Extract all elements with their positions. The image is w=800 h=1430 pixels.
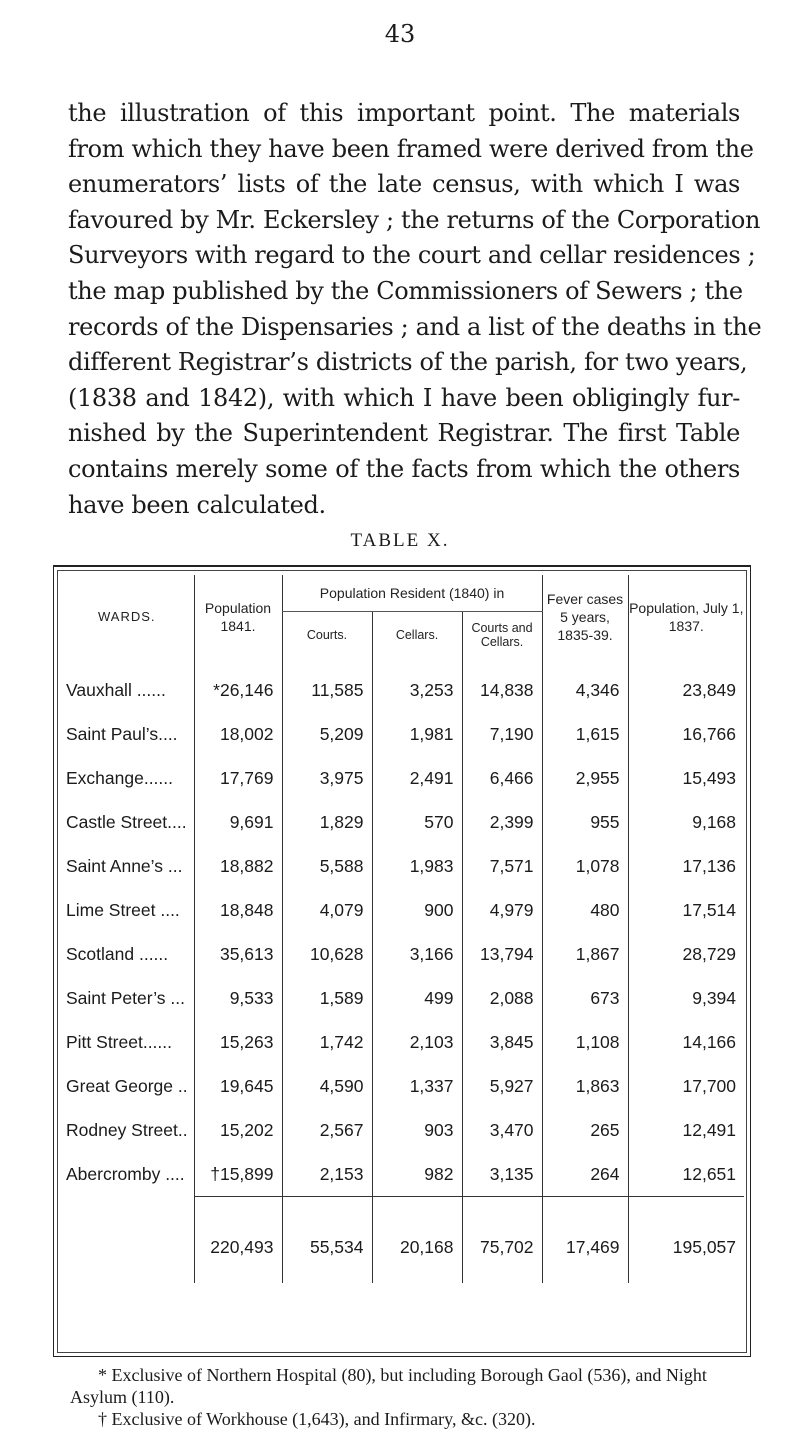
body-paragraph <box>68 96 762 523</box>
cell-pop1837: 12,491 <box>628 1108 744 1152</box>
cell-both: 13,794 <box>462 932 542 976</box>
paragraph-line: Surveyors with regard to the court and cellar residences ; <box>68 241 756 270</box>
table-row <box>60 976 744 1020</box>
ward-name: Saint Peter’s ... <box>66 987 185 1008</box>
table-title: TABLE X. <box>350 530 450 551</box>
cell-cellars: 1,981 <box>372 712 462 756</box>
cell-courts: 1,829 <box>282 800 372 844</box>
ward-name: Exchange...... <box>66 767 174 788</box>
table-row <box>60 1108 744 1152</box>
cell-courts: 5,209 <box>282 712 372 756</box>
cell-courts: 2,153 <box>282 1152 372 1197</box>
cell-courts: 3,975 <box>282 756 372 800</box>
cell-cellars: 903 <box>372 1108 462 1152</box>
cell-pop1841: 18,002 <box>194 712 282 756</box>
cell-pop1841: 9,533 <box>194 976 282 1020</box>
cell-cellars: 570 <box>372 800 462 844</box>
cell-cellars: 2,103 <box>372 1020 462 1064</box>
table-row <box>60 658 744 712</box>
cell-both: 14,838 <box>462 658 542 712</box>
cell-cellars: 1,983 <box>372 844 462 888</box>
header-wards: WARDS. <box>97 608 156 624</box>
paragraph-line: different Registrar’s districts of the parish, for two years, <box>68 348 748 377</box>
header-courts-and-cellars: Courts and Cellars. <box>462 612 542 659</box>
cell-pop1837: 9,394 <box>628 976 744 1020</box>
totals-label-cell <box>60 1197 194 1284</box>
cell-cellars: 2,491 <box>372 756 462 800</box>
cell-pop1841: 19,645 <box>194 1064 282 1108</box>
cell-courts: 4,590 <box>282 1064 372 1108</box>
total-fever: 17,469 <box>542 1197 628 1284</box>
cell-cellars: 3,166 <box>372 932 462 976</box>
cell-pop1837: 16,766 <box>628 712 744 756</box>
total-pop1841: 220,493 <box>194 1197 282 1284</box>
header-courts: Courts. <box>282 612 372 659</box>
ward-name: Pitt Street...... <box>66 1031 173 1052</box>
cell-pop1837: 23,849 <box>628 658 744 712</box>
table-row <box>60 712 744 756</box>
cell-fever: 265 <box>542 1108 628 1152</box>
paragraph-line: enumerators’ lists of the late census, with which I was <box>68 170 740 199</box>
cell-fever: 480 <box>542 888 628 932</box>
header-population-1837: Population, July 1, 1837. <box>628 575 744 658</box>
paragraph-line: the map published by the Commissioners of Sewers ; the <box>68 276 743 305</box>
cell-pop1841: 17,769 <box>194 756 282 800</box>
ward-name: Lime Street .... <box>66 899 180 920</box>
table-body <box>60 658 744 1283</box>
ward-name: Great George .. <box>66 1075 188 1096</box>
ward-name: Saint Anne’s ... <box>66 855 183 876</box>
ward-name: Abercromby .... <box>66 1163 185 1184</box>
cell-pop1841: 9,691 <box>194 800 282 844</box>
table-row <box>60 756 744 800</box>
header-population-resident: Population Resident (1840) in <box>282 575 542 612</box>
cell-pop1841: †15,899 <box>194 1152 282 1197</box>
paragraph-line: favoured by Mr. Eckersley ; the returns of the Corporation <box>68 205 761 234</box>
cell-pop1837: 14,166 <box>628 1020 744 1064</box>
cell-fever: 1,867 <box>542 932 628 976</box>
cell-cellars: 1,337 <box>372 1064 462 1108</box>
total-pop1837: 195,057 <box>628 1197 744 1284</box>
cell-pop1837: 17,514 <box>628 888 744 932</box>
paragraph-line: from which they have been framed were derived from the <box>68 134 754 163</box>
cell-cellars: 499 <box>372 976 462 1020</box>
cell-pop1837: 15,493 <box>628 756 744 800</box>
cell-both: 2,088 <box>462 976 542 1020</box>
cell-pop1841: 15,202 <box>194 1108 282 1152</box>
paragraph-line: have been calculated. <box>68 490 326 519</box>
paragraph-line: nished by the Superintendent Registrar. The first Table <box>68 419 740 448</box>
table-row <box>60 888 744 932</box>
ward-name: Rodney Street.. <box>66 1119 188 1140</box>
table-row <box>60 932 744 976</box>
ward-name: Vauxhall ...... <box>66 679 166 700</box>
cell-fever: 673 <box>542 976 628 1020</box>
paragraph-line: (1838 and 1842), with which I have been obligingly fur- <box>68 383 740 412</box>
cell-fever: 264 <box>542 1152 628 1197</box>
cell-courts: 1,742 <box>282 1020 372 1064</box>
cell-fever: 1,615 <box>542 712 628 756</box>
cell-courts: 5,588 <box>282 844 372 888</box>
cell-both: 5,927 <box>462 1064 542 1108</box>
cell-pop1837: 12,651 <box>628 1152 744 1197</box>
cell-both: 2,399 <box>462 800 542 844</box>
cell-fever: 4,346 <box>542 658 628 712</box>
cell-both: 3,470 <box>462 1108 542 1152</box>
cell-both: 4,979 <box>462 888 542 932</box>
cell-courts: 4,079 <box>282 888 372 932</box>
cell-courts: 10,628 <box>282 932 372 976</box>
table-row <box>60 1152 744 1197</box>
footnotes <box>70 1364 750 1430</box>
cell-pop1837: 17,136 <box>628 844 744 888</box>
header-cellars: Cellars. <box>372 612 462 659</box>
table-frame <box>53 565 751 1357</box>
table-row <box>60 1020 744 1064</box>
cell-pop1841: 18,848 <box>194 888 282 932</box>
total-cellars: 20,168 <box>372 1197 462 1284</box>
cell-both: 3,135 <box>462 1152 542 1197</box>
cell-pop1837: 28,729 <box>628 932 744 976</box>
cell-both: 7,190 <box>462 712 542 756</box>
cell-courts: 11,585 <box>282 658 372 712</box>
cell-pop1841: 35,613 <box>194 932 282 976</box>
cell-cellars: 3,253 <box>372 658 462 712</box>
ward-name: Scotland ...... <box>66 943 169 964</box>
cell-both: 3,845 <box>462 1020 542 1064</box>
total-courts: 55,534 <box>282 1197 372 1284</box>
cell-pop1841: 18,882 <box>194 844 282 888</box>
cell-pop1841: *26,146 <box>194 658 282 712</box>
cell-cellars: 982 <box>372 1152 462 1197</box>
total-both: 75,702 <box>462 1197 542 1284</box>
cell-fever: 1,863 <box>542 1064 628 1108</box>
cell-pop1841: 15,263 <box>194 1020 282 1064</box>
table-row <box>60 844 744 888</box>
cell-fever: 1,108 <box>542 1020 628 1064</box>
totals-row <box>60 1197 744 1284</box>
ward-name: Saint Paul’s.... <box>66 723 178 744</box>
cell-fever: 955 <box>542 800 628 844</box>
ward-name: Castle Street.... <box>66 811 187 832</box>
ward-statistics-table <box>60 575 744 1283</box>
table-row <box>60 800 744 844</box>
cell-pop1837: 9,168 <box>628 800 744 844</box>
cell-pop1837: 17,700 <box>628 1064 744 1108</box>
cell-courts: 2,567 <box>282 1108 372 1152</box>
header-fever-cases: Fever cases 5 years, 1835-39. <box>542 575 628 658</box>
paragraph-line: contains merely some of the facts from which the others <box>68 454 740 483</box>
cell-both: 6,466 <box>462 756 542 800</box>
footnote-star: * Exclusive of Northern Hospital (80), but including Borough Gaol (536), and Night Asylum (110). <box>70 1365 707 1407</box>
cell-fever: 2,955 <box>542 756 628 800</box>
paragraph-line: the illustration of this important point. The materials <box>68 99 740 127</box>
cell-both: 7,571 <box>462 844 542 888</box>
cell-courts: 1,589 <box>282 976 372 1020</box>
cell-cellars: 900 <box>372 888 462 932</box>
paragraph-line: records of the Dispensaries ; and a list of the deaths in the <box>68 312 762 341</box>
header-population-1841: Population 1841. <box>194 575 282 658</box>
cell-fever: 1,078 <box>542 844 628 888</box>
table-row <box>60 1064 744 1108</box>
footnote-dagger: † Exclusive of Workhouse (1,643), and Infirmary, &c. (320). <box>98 1409 536 1429</box>
page-number: 43 <box>384 20 416 48</box>
